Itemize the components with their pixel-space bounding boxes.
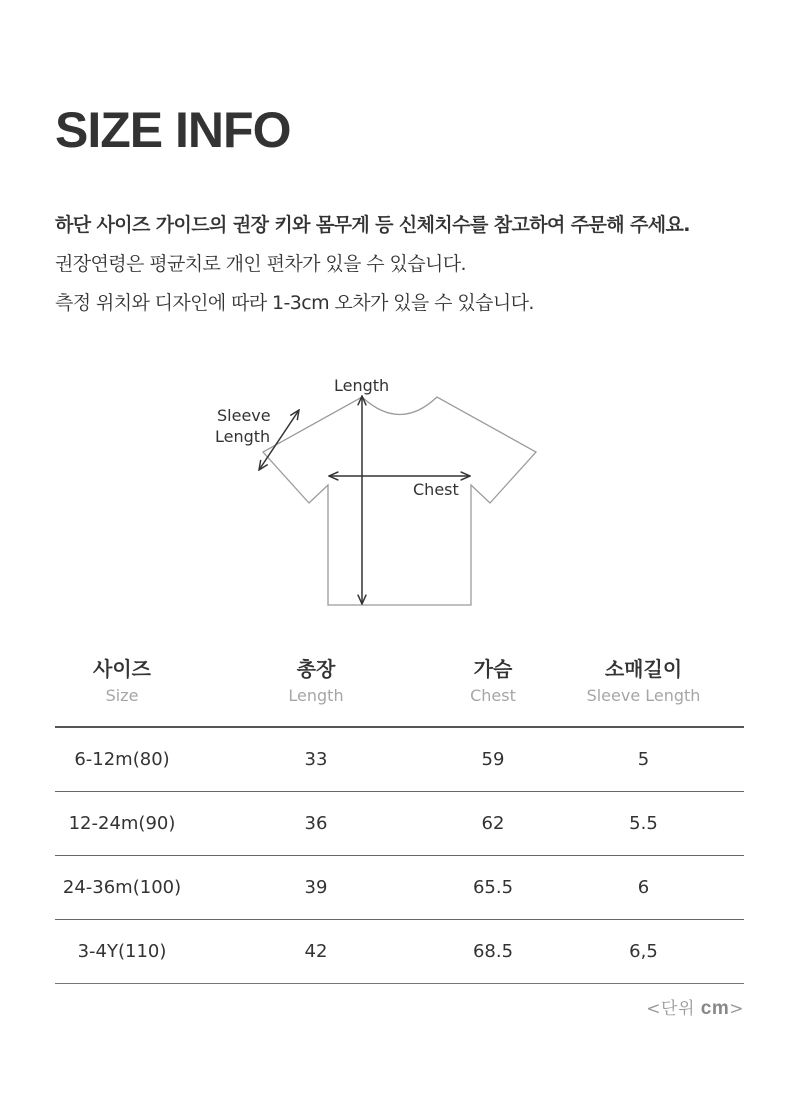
header-length-en: Length: [288, 686, 344, 705]
page-title: SIZE INFO: [55, 102, 291, 158]
header-sleeve-en: Sleeve Length: [586, 686, 701, 705]
cell-size: 6-12m(80): [55, 727, 189, 792]
cell-chest: 62: [443, 792, 543, 856]
header-length-ko: 총장: [296, 657, 336, 681]
table-row: [55, 856, 744, 920]
note-age-deviation: 권장연령은 평균치로 개인 편차가 있을 수 있습니다.: [55, 253, 466, 275]
cell-chest: 68.5: [443, 920, 543, 984]
unit-note: [646, 994, 744, 1020]
cell-length: 39: [189, 856, 443, 920]
header-size: [55, 650, 189, 727]
header-sleeve-length: [543, 650, 744, 727]
sleeve-label-line2: Length: [215, 427, 271, 446]
size-table: [55, 650, 744, 984]
header-chest: [443, 650, 543, 727]
unit-prefix: <단위: [646, 999, 701, 1019]
header-sleeve-ko: 소매길이: [604, 657, 683, 681]
chest-label: Chest: [413, 480, 459, 499]
unit-suffix: >: [729, 999, 744, 1019]
cell-chest: 65.5: [443, 856, 543, 920]
sleeve-label-line1: Sleeve: [217, 406, 271, 425]
cell-size: 3-4Y(110): [55, 920, 189, 984]
note-measurement-error: 측정 위치와 디자인에 따라 1-3cm 오차가 있을 수 있습니다.: [55, 292, 534, 314]
length-label: Length: [334, 376, 390, 395]
header-length: [189, 650, 443, 727]
cell-sleeve-length: 5.5: [543, 792, 744, 856]
header-chest-en: Chest: [470, 686, 516, 705]
cell-size: 12-24m(90): [55, 792, 189, 856]
table-row: [55, 920, 744, 984]
header-chest-ko: 가슴: [473, 657, 513, 681]
table-header-row: [55, 650, 744, 727]
unit-value: cm: [700, 998, 730, 1019]
cell-sleeve-length: 5: [543, 727, 744, 792]
table-row: [55, 727, 744, 792]
tshirt-measurement-diagram: [0, 360, 800, 620]
header-size-en: Size: [105, 686, 139, 705]
tshirt-outline-icon: [263, 397, 536, 605]
cell-length: 33: [189, 727, 443, 792]
cell-size: 24-36m(100): [55, 856, 189, 920]
header-size-ko: 사이즈: [93, 657, 151, 681]
cell-length: 36: [189, 792, 443, 856]
table-row: [55, 792, 744, 856]
cell-sleeve-length: 6,5: [543, 920, 744, 984]
cell-sleeve-length: 6: [543, 856, 744, 920]
note-order-guide: 하단 사이즈 가이드의 권장 키와 몸무게 등 신체치수를 참고하여 주문해 주세요.: [55, 214, 690, 236]
cell-length: 42: [189, 920, 443, 984]
cell-chest: 59: [443, 727, 543, 792]
size-notes: [55, 206, 775, 323]
